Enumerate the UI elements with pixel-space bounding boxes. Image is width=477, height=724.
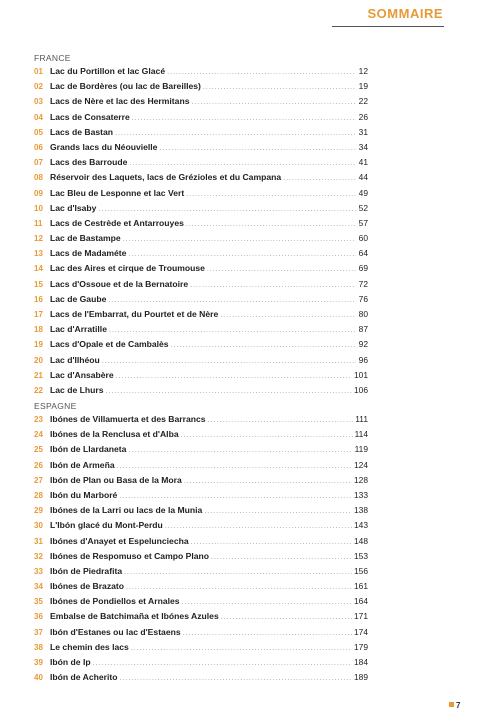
toc-leader-dots [165,519,352,534]
toc-entry-page: 31 [358,126,368,137]
toc-entry[interactable] [34,322,368,337]
toc-entry-number: 01 [34,67,43,76]
toc-entry-title: Lacs de Cestrède et Antarrouyes [50,217,184,228]
toc-leader-dots [159,141,356,156]
toc-entry[interactable] [34,368,368,383]
toc-leader-dots [186,187,356,202]
toc-entry[interactable] [34,442,368,457]
toc-entry-number: 38 [34,642,43,652]
toc-entry-title: Ibón de Llardaneta [50,444,127,455]
toc-entry-number: 12 [34,234,43,244]
toc-entry[interactable] [34,625,368,640]
toc-entry-page: 34 [358,141,368,152]
toc-entry-number: 11 [34,218,43,228]
toc-entry-page: 153 [354,550,368,561]
toc-leader-dots [123,232,356,247]
toc-entry-page: 111 [355,414,368,424]
toc-list-espagne [34,412,368,685]
toc-entry[interactable] [34,170,368,185]
toc-entry[interactable] [34,110,368,125]
toc-entry-page: 128 [354,474,368,485]
toc-entry-title: Ibón d'Estanes ou lac d'Estaens [50,626,181,637]
toc-leader-dots [93,656,352,671]
toc-entry[interactable] [34,246,368,261]
toc-entry[interactable] [34,458,368,473]
toc-entry[interactable] [34,609,368,624]
toc-entry-page: 106 [354,384,368,395]
toc-entry-title: Lac du Portillon et lac Glacé [50,66,166,76]
toc-entry-page: 171 [354,611,368,622]
toc-entry-title: Lac d'Isaby [50,202,97,213]
toc-entry-page: 22 [358,96,368,107]
toc-entry-number: 31 [34,536,43,546]
toc-entry-title: Lacs d'Ossoue et de la Bernatoire [50,278,189,289]
toc-entry-page: 80 [358,309,368,319]
footer-page-number: 7 [456,701,461,710]
toc-entry-number: 18 [34,325,43,335]
page-marker-square [449,702,454,707]
toc-entry-title: Lacs de Madaméte [50,248,127,259]
toc-entry-title: Ibónes de Pondiellos et Arnales [50,596,180,607]
toc-leader-dots [184,474,352,489]
toc-entry[interactable] [34,292,368,307]
toc-entry[interactable] [34,216,368,231]
toc-leader-dots [128,443,352,458]
toc-entry-page: 76 [358,293,368,304]
toc-entry[interactable] [34,79,368,94]
toc-entry-title: Ibónes de Villamuerta et des Barrancs [50,414,206,424]
toc-leader-dots [116,369,352,384]
toc-entry-page: 184 [354,657,368,667]
toc-entry-title: Lac de Gaube [50,293,107,304]
toc-leader-dots [126,580,352,595]
toc-entry-title: Lac d'Arratille [50,324,107,335]
toc-entry-number: 07 [34,158,43,168]
toc-entry-number: 24 [34,430,43,440]
toc-leader-dots [191,95,356,110]
section-label-france: FRANCE [34,53,71,63]
toc-entry-title: Le chemin des lacs [50,641,129,652]
toc-entry-title: Ibón de Piedrafita [50,565,123,576]
toc-entry-number: 35 [34,597,43,607]
toc-entry-page: 87 [358,324,368,335]
toc-entry-page: 148 [354,535,368,546]
toc-leader-dots [119,489,352,504]
toc-entry-title: Lac de Bastampe [50,233,121,244]
toc-entry-page: 60 [358,233,368,244]
toc-entry-title: Ibón de Ip [50,657,91,667]
toc-leader-dots [128,247,356,262]
toc-entry-number: 08 [34,173,43,183]
toc-entry[interactable] [34,412,368,427]
toc-entry[interactable] [34,94,368,109]
toc-leader-dots [211,550,352,565]
toc-entry[interactable] [34,64,368,79]
toc-entry-title: Lac d'Ilhéou [50,354,100,365]
toc-entry-number: 34 [34,582,43,592]
toc-leader-dots [203,80,356,95]
toc-entry-number: 14 [34,264,43,274]
toc-entry-number: 22 [34,385,43,395]
toc-entry-title: Ibónes de Respomuso et Campo Plano [50,550,210,561]
toc-entry-title: Ibónes d'Anayet et Espelunciecha [50,535,189,546]
toc-entry-title: Ibónes de la Larri ou lacs de la Munia [50,505,203,516]
toc-entry-page: 114 [354,429,368,440]
toc-entry-number: 21 [34,370,43,380]
toc-entry-number: 27 [34,475,43,485]
toc-entry-page: 72 [358,278,368,289]
toc-entry-number: 19 [34,340,43,350]
toc-entry-number: 30 [34,521,43,531]
toc-entry[interactable] [34,231,368,246]
toc-entry[interactable] [34,261,368,276]
toc-entry[interactable] [34,140,368,155]
toc-leader-dots [283,171,356,186]
toc-leader-dots [115,126,356,141]
toc-entry-number: 29 [34,506,43,516]
toc-entry-number: 10 [34,203,43,213]
toc-entry-page: 41 [358,157,368,168]
toc-entry-page: 138 [354,505,368,516]
toc-entry-page: 49 [358,187,368,198]
toc-entry-title: Ibónes de la Renclusa et d'Alba [50,429,179,440]
toc-entry-number: 20 [34,355,43,365]
toc-entry[interactable] [34,549,368,564]
toc-leader-dots [207,262,356,277]
toc-entry[interactable] [34,534,368,549]
toc-entry-title: Ibón de Armeña [50,459,115,470]
toc-entry[interactable] [34,383,368,398]
toc-entry-title: L'Ibón glacé du Mont-Perdu [50,520,163,531]
toc-entry-page: 64 [358,248,368,259]
toc-entry-number: 13 [34,249,43,259]
toc-entry-number: 03 [34,97,43,107]
page-title: SOMMAIRE [367,6,443,21]
toc-entry-number: 15 [34,279,43,289]
toc-entry-page: 164 [354,596,368,607]
toc-leader-dots [183,626,352,641]
toc-leader-dots [181,428,353,443]
toc-entry-number: 40 [34,673,43,683]
toc-entry-number: 33 [34,566,43,576]
toc-entry[interactable] [34,564,368,579]
toc-leader-dots [129,156,356,171]
toc-entry[interactable] [34,427,368,442]
toc-entry-page: 143 [354,520,368,531]
toc-entry-number: 02 [34,82,43,92]
toc-leader-dots [117,459,352,474]
toc-entry-page: 52 [358,202,368,213]
toc-leader-dots [167,65,356,80]
toc-leader-dots [221,610,352,625]
toc-entry-page: 69 [358,263,368,274]
toc-entry-page: 119 [354,444,368,455]
toc-entry[interactable] [34,307,368,322]
toc-leader-dots [190,278,356,293]
toc-entry-number: 09 [34,188,43,198]
toc-entry-number: 06 [34,142,43,152]
toc-entry-title: Lacs de Bastan [50,126,114,137]
toc-entry[interactable] [34,155,368,170]
toc-entry-title: Lac Bleu de Lesponne et lac Vert [50,187,185,198]
toc-leader-dots [191,535,352,550]
toc-entry[interactable] [34,518,368,533]
header-underline [332,26,444,27]
toc-leader-dots [132,111,356,126]
page-header [0,0,477,40]
toc-entry-title: Lac de Lhurs [50,384,104,395]
toc-entry-title: Lac de Bordères (ou lac de Bareilles) [50,81,201,92]
toc-entry[interactable] [34,640,368,655]
toc-entry-number: 32 [34,551,43,561]
toc-entry-title: Ibón de Plan ou Basa de la Mora [50,474,182,485]
toc-entry-title: Ibón du Marboré [50,489,118,500]
toc-entry-number: 26 [34,460,43,470]
toc-entry-title: Ibónes de Brazato [50,581,125,592]
toc-entry-page: 161 [354,581,368,592]
toc-entry[interactable] [34,473,368,488]
toc-entry-title: Lacs des Barroude [50,157,128,168]
toc-leader-dots [220,308,356,323]
toc-entry-title: Lacs d'Opale et de Cambalès [50,339,169,350]
toc-entry-page: 96 [358,354,368,365]
toc-entry-title: Grands lacs du Néouvielle [50,141,158,152]
toc-entry-page: 133 [354,489,368,500]
toc-entry-number: 25 [34,445,43,455]
toc-entry-number: 16 [34,294,43,304]
toc-leader-dots [105,384,352,399]
toc-entry[interactable] [34,488,368,503]
toc-entry-number: 28 [34,490,43,500]
toc-entry[interactable] [34,594,368,609]
toc-entry-number: 23 [34,415,43,424]
toc-leader-dots [98,202,356,217]
toc-leader-dots [204,504,352,519]
toc-leader-dots [131,641,352,656]
toc-entry-page: 19 [358,81,368,92]
toc-entry-number: 05 [34,127,43,137]
toc-entry[interactable] [34,655,368,670]
toc-entry-title: Lac d'Ansabère [50,369,114,380]
toc-entry-title: Lacs de Nère et lac des Hermitans [50,96,190,107]
toc-leader-dots [108,293,356,308]
toc-leader-dots [182,595,352,610]
toc-entry-page: 44 [358,172,368,183]
toc-entry-page: 189 [354,672,368,683]
toc-list-france [34,64,368,398]
toc-entry-number: 39 [34,658,43,667]
toc-entry-page: 174 [354,626,368,637]
toc-entry-number: 37 [34,627,43,637]
toc-leader-dots [171,338,356,353]
toc-entry-number: 36 [34,612,43,622]
toc-leader-dots [109,323,356,338]
section-france [34,52,368,398]
toc-entry[interactable] [34,186,368,201]
toc-entry-title: Réservoir des Laquets, lacs de Grézioles et du Campana [50,172,282,183]
toc-entry[interactable] [34,579,368,594]
toc-entry-title: Ibón de Acherito [50,672,118,683]
toc-entry-page: 101 [354,369,368,380]
section-espagne [34,400,368,685]
toc-entry-number: 17 [34,310,43,319]
toc-entry-page: 57 [358,217,368,228]
toc-entry[interactable] [34,201,368,216]
toc-entry[interactable] [34,353,368,368]
toc-entry-page: 12 [358,66,368,76]
toc-entry[interactable] [34,277,368,292]
toc-entry[interactable] [34,125,368,140]
toc-entry[interactable] [34,670,368,685]
toc-leader-dots [186,217,356,232]
toc-entry[interactable] [34,337,368,352]
toc-entry[interactable] [34,503,368,518]
toc-leader-dots [102,354,356,369]
toc-entry-page: 26 [358,111,368,122]
toc-leader-dots [119,671,352,686]
toc-entry-title: Lac des Aires et cirque de Troumouse [50,263,205,274]
toc-entry-title: Lacs de Consaterre [50,111,130,122]
toc-entry-title: Embalse de Batchimaña et Ibónes Azules [50,611,219,622]
page-footer [449,701,460,710]
toc-entry-page: 124 [354,459,368,470]
toc-entry-page: 92 [358,339,368,350]
section-label-espagne: ESPAGNE [34,401,77,411]
toc-entry-number: 04 [34,112,43,122]
toc-entry-page: 156 [354,565,368,576]
toc-leader-dots [124,565,352,580]
toc-entry-title: Lacs de l'Embarrat, du Pourtet et de Nère [50,309,219,319]
toc-entry-page: 179 [354,641,368,652]
toc-leader-dots [208,413,354,428]
